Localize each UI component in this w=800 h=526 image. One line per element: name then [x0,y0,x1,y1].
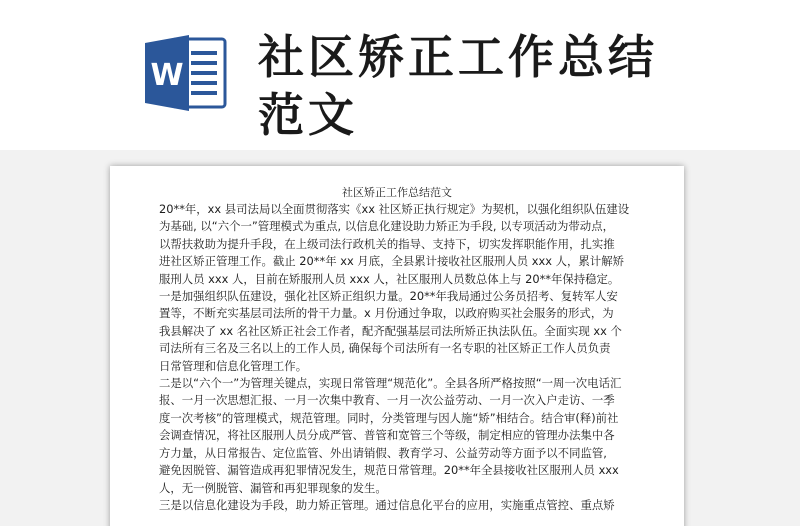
document-body [159,201,649,514]
document-header [0,0,800,150]
text-line: 三是以信息化建设为手段，助力矫正管理。通过信息化平台的应用，实施重点管控、重点矫 [159,497,615,512]
text-line: 进社区矫正管理工作。截止 20**年 xx 月底，全县累计接收社区服刑人员 xxx 人，累计解矫 [159,254,624,269]
text-line: 为基础, 以“六个一”管理模式为重点, 以信息化建设助力矫正为手段, 以专项活动为带动点， [159,219,614,234]
text-line: 一是加强组织队伍建设，强化社区矫正组织力量。20**年我局通过公务员招考、复转军人安 [159,289,618,304]
text-line: 我县解决了 xx 名社区矫正社会工作者，配齐配强基层司法所矫正执法队伍。全面实现 xx 个 [159,323,622,338]
text-line: 会调查情况，将社区服刑人员分成严管、普管和宽管三个等级，制定相应的管理办法集中各 [159,428,615,443]
text-line: 避免因脱管、漏管造成再犯罪情况发生，规范日常管理。20**年全县接收社区服刑人员 xxx [159,463,619,478]
word-document-icon [143,33,229,113]
text-line: 二是以“六个一”为管理关键点，实现日常管理“规范化”。全县各所严格按照“一周一次电话汇 [159,376,622,391]
word-icon-letter: W [150,58,184,93]
text-line: 报、一月一次思想汇报、一月一次集中教育、一月一次公益劳动、一月一次入户走访、一季 [159,393,615,408]
text-line: 服刑人员 xxx 人，目前在矫服刑人员 xxx 人，社区服刑人员数总体上与 20**年保持稳定。 [159,271,620,286]
document-page [110,166,684,526]
text-line: 度一次考核”的管理模式，规范管理。同时，分类管理与因人施“矫”相结合。结合审(释)前社 [159,410,619,425]
document-title: 社区矫正工作总结范文 [342,186,452,199]
text-line: 20**年，xx 县司法局以全面贯彻落实《xx 社区矫正执行规定》为契机，以强化组织队伍建设 [159,202,630,216]
text-line: 人，无一例脱管、漏管和再犯罪现象的发生。 [159,480,387,495]
text-line: 日常管理和信息化管理工作。 [159,358,308,373]
text-line: 司法所有三名及三名以上的工作人员, 确保每个司法所有一名专职的社区矫正工作人员负责 [159,341,611,356]
text-line: 方力量，从日常报告、定位监管、外出请销假、教育学习、公益劳动等方面予以不同监管, [159,445,607,460]
text-line: 以帮扶救助为提升手段，在上级司法行政机关的指导、支持下，切实发挥职能作用，扎实推 [159,236,615,251]
page-title: 社区矫正工作总结范文 [258,30,658,142]
text-line: 置等，不断充实基层司法所的骨干力量。x 月份通过争取，以政府购买社会服务的形式，为 [159,306,614,321]
